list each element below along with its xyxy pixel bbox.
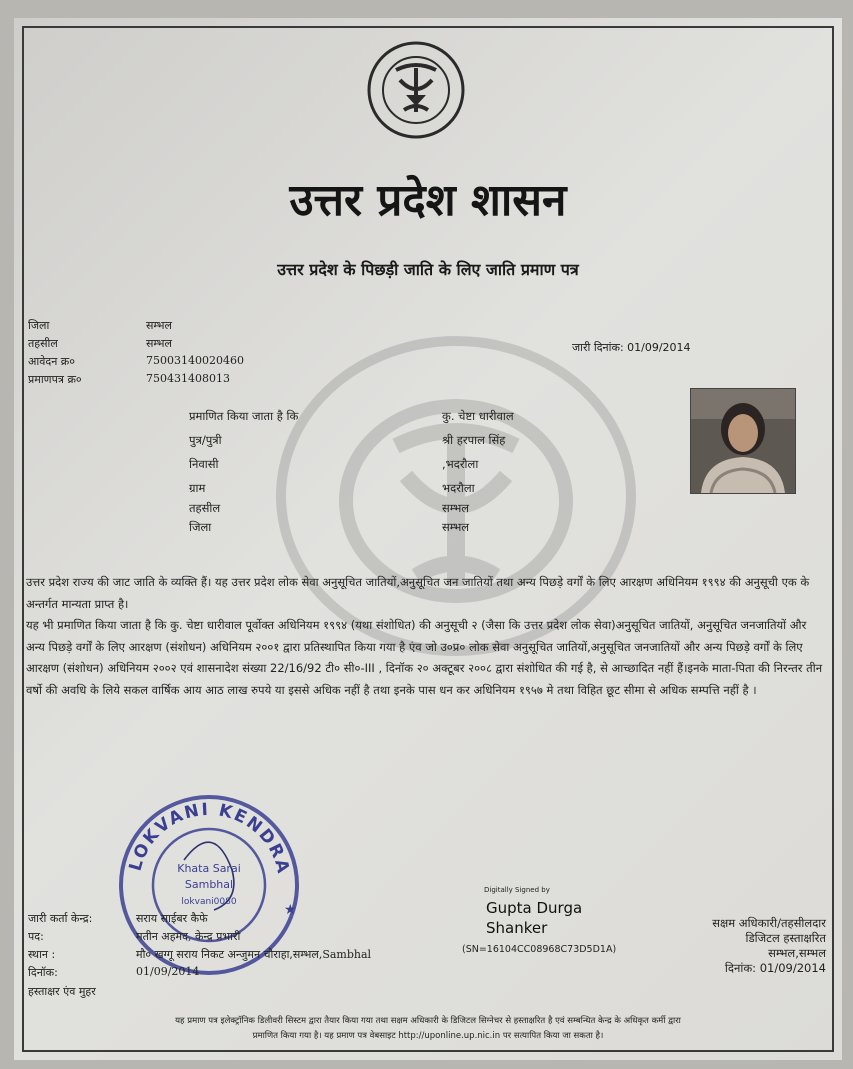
footer-note bbox=[28, 1014, 828, 1044]
stamp-line-2: Sambhal bbox=[184, 878, 234, 891]
certificate-page bbox=[14, 18, 842, 1060]
footer-line-1: यह प्रमाण पत्र इलेक्ट्रॉनिक डिलीवरी सिस्टम द्वारा तैयार किया गया तथा सक्षम अधिकारी के डिजिटल सिग्नेचर से हस्ताक्षरित है एवं सम्बन्धित केन्द्र के अधिकृत कर्मी द्वारा bbox=[175, 1016, 681, 1026]
cert-district-value: सम्भल bbox=[442, 520, 470, 534]
issuer-place-label: स्थान : bbox=[28, 948, 56, 961]
body-text bbox=[26, 572, 826, 701]
cert-tehsil-label: तहसील bbox=[189, 501, 221, 515]
issuer-date-label: दिनॉक: bbox=[28, 966, 58, 979]
body-paragraph-1: उत्तर प्रदेश राज्य की जाट जाति के व्यक्ति हैं। यह उत्तर प्रदेश लोक सेवा अनुसूचित जातियों,अनुसूचित जन जातियों तथा अन्य पिछड़े वर्गों के लिए आरक्षण अधिनियम १९९४ की अनुसूची एक के अन्तर्गत मान्यता प्राप्त है। bbox=[26, 575, 810, 611]
certificate-no-value: 750431408013 bbox=[146, 372, 230, 385]
authority-date: दिनांक: 01/09/2014 bbox=[724, 961, 826, 975]
issuer-centre-label: जारी कर्ता केन्द्र: bbox=[28, 912, 93, 925]
candidate-name: कु. चेष्टा धारीवाल bbox=[442, 409, 514, 423]
authority-title: सक्षम अधिकारी/तहसीलदार bbox=[712, 916, 826, 930]
digital-sign-caption: Digitally Signed by bbox=[484, 886, 550, 894]
cert-district-label: जिला bbox=[189, 520, 212, 534]
stamp-star-icon: ★ bbox=[284, 902, 297, 918]
application-no-value: 75003140020460 bbox=[146, 354, 244, 367]
issuer-centre-value: सराय साईबर कैफे bbox=[136, 912, 208, 925]
authority-place: सम्भल,सम्भल bbox=[768, 946, 826, 960]
signature-serial: (SN=16104CC08968C73D5D1A) bbox=[462, 944, 617, 955]
signer-name-line-2: Shanker bbox=[486, 919, 548, 937]
tehsil-label: तहसील bbox=[28, 337, 58, 350]
certify-label: प्रमाणित किया जाता है कि bbox=[189, 409, 299, 423]
village-value: भदरौला bbox=[442, 481, 475, 495]
issuer-date-value: 01/09/2014 bbox=[136, 965, 200, 978]
person-photo-icon bbox=[691, 389, 795, 493]
cert-tehsil-value: सम्भल bbox=[442, 501, 470, 515]
issuer-place-value: मौ० खग्गू सराय निकट अन्जुमन चौराहा,सम्भल,Sambhal bbox=[136, 948, 372, 961]
application-no-label: आवेदन क्र० bbox=[28, 355, 75, 368]
certificate-no-label: प्रमाणपत्र क्र० bbox=[28, 373, 82, 386]
candidate-photo bbox=[690, 388, 796, 494]
parent-label: पुत्र/पुत्री bbox=[189, 433, 222, 447]
tehsil-value: सम्भल bbox=[146, 337, 172, 350]
signature-seal-label: हस्ताक्षर एंव मुहर bbox=[28, 985, 96, 998]
competent-authority bbox=[636, 916, 826, 976]
up-government-emblem bbox=[366, 40, 466, 140]
footer-line-2: प्रमाणित किया गया है। यह प्रमाण पत्र वेबसाइट http://uponline.up.nic.in पर सत्यापित किया जा सकता है। bbox=[252, 1031, 604, 1041]
body-paragraph-2: यह भी प्रमाणित किया जाता है कि कु. चेष्टा धारीवाल पूर्वोक्त अधिनियम १९९४ (यथा संशोधित) की अनुसूची २ (जैसा कि उत्तर प्रदेश लोक सेवा)अनुसूचित जातियों, अनुसूचित जनजातियों और अन्य पिछड़े वर्गों के लिए आरक्षण (संशोधन) अधिनियम २००१ द्वारा प्रतिस्थापित किया गया है एंव जो उ०प्र० लोक सेवा अनुसूचित जातियों,अनुसूचित जनजातियों और अन्य पिछड़े वर्गों के लिए आरक्षण (संशोधन) अधिनियम २००२ एवं शासनादेश संख्या 22/16/92 टी० सी०-III , दिनॉक २० अक्टूबर २००८ द्वारा संशोधित की गई है, से आच्छादित नहीं हैं।इनके माता-पिता की निरन्तर तीन वर्षो की अवधि के लिये सकल वार्षिक आय आठ लाख रुपये या इससे अधिक नहीं है तथा इनके पास धन कर अधिनियम १९५७ मे तथा विहित छूट सीमा से अधिक सम्पत्ति नहीं है । bbox=[26, 618, 823, 697]
issuer-post-label: पद: bbox=[28, 930, 44, 943]
authority-digital: डिजिटल हस्ताक्षरित bbox=[745, 931, 826, 945]
village-label: ग्राम bbox=[189, 481, 206, 495]
stamp-ring-text: LOKVANI KENDRA bbox=[125, 799, 294, 877]
resident-label: निवासी bbox=[189, 457, 219, 471]
certificate-subtitle: उत्तर प्रदेश के पिछड़ी जाति के लिए जाति प्रमाण पत्र bbox=[277, 260, 579, 279]
issue-date: जारी दिनांक: 01/09/2014 bbox=[572, 341, 691, 354]
parent-name: श्री हरपाल सिंह bbox=[442, 433, 506, 447]
district-label: जिला bbox=[28, 319, 50, 332]
page-title: उत्तर प्रदेश शासन bbox=[289, 175, 567, 226]
stamp-line-3: lokvani0080 bbox=[181, 897, 237, 907]
issuer-post-value: मतीन अहमद, केन्द्र प्रभारी bbox=[136, 930, 241, 943]
district-value: सम्भल bbox=[146, 319, 172, 332]
signer-name-line-1: Gupta Durga bbox=[486, 899, 583, 917]
stamp-line-1: Khata Sarai bbox=[177, 862, 241, 875]
digital-signer-name bbox=[486, 898, 582, 938]
resident-value: ,भदरौला bbox=[442, 457, 479, 471]
